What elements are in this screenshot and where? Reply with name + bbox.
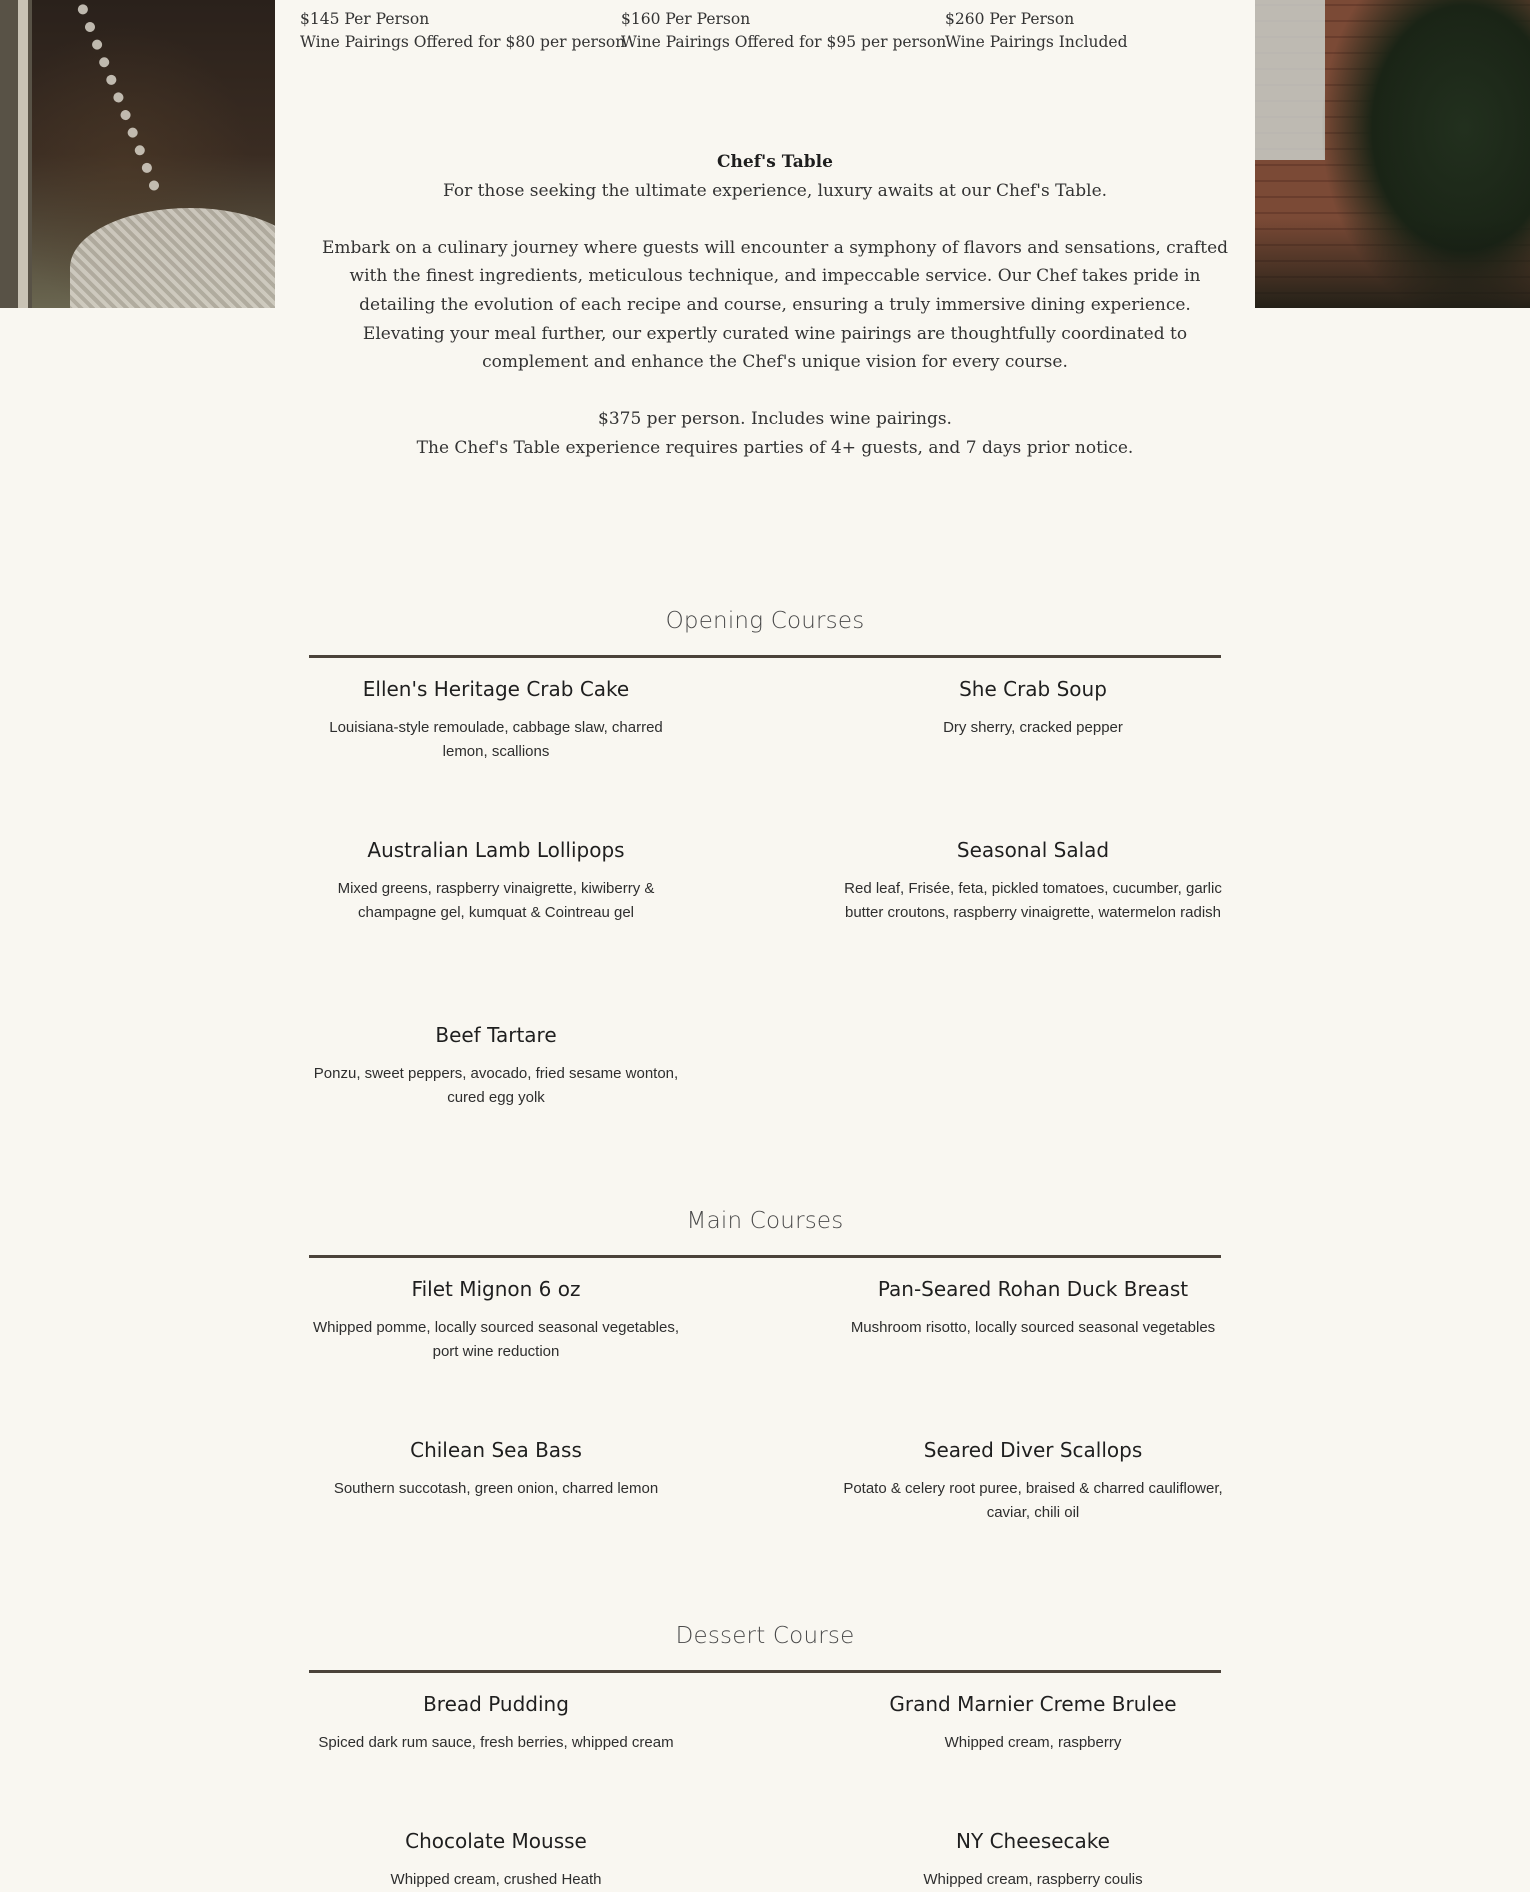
pricing-tier-2 (621, 8, 946, 54)
pricing-wine: Wine Pairings Offered for $80 per person (300, 33, 626, 51)
menu-item-name: Seasonal Salad (956, 838, 1110, 862)
menu-item-name: Pan-Seared Rohan Duck Breast (877, 1277, 1189, 1301)
section-divider (309, 655, 1221, 658)
menu-item-desc: Potato & celery root puree, braised & charred cauliflower, caviar, chili oil (843, 1480, 1223, 1521)
menu-item-desc: Dry sherry, cracked pepper (943, 719, 1123, 736)
swing-chain (76, 0, 197, 192)
menu-item (306, 677, 686, 764)
menu-item (843, 1829, 1223, 1892)
menu-item (306, 1829, 686, 1892)
menu-item (843, 1277, 1223, 1340)
chefs-table-notice: The Chef's Table experience requires parties of 4+ guests, and 7 days prior notice. (416, 437, 1134, 458)
menu-item (843, 838, 1223, 925)
main-courses-title: Main Courses (686, 1208, 844, 1234)
menu-item-name: Ellen's Heritage Crab Cake (362, 677, 630, 701)
brick-wall-photo (1255, 0, 1530, 308)
menu-item (843, 1692, 1223, 1755)
menu-item-desc: Southern succotash, green onion, charred lemon (333, 1480, 659, 1497)
menu-item-name: Chocolate Mousse (405, 1829, 587, 1853)
menu-item-desc: Whipped pomme, locally sourced seasonal vegetables, port wine reduction (312, 1319, 680, 1360)
chefs-table-price: $375 per person. Includes wine pairings. (598, 409, 952, 430)
opening-courses-title: Opening Courses (665, 608, 865, 634)
menu-item (306, 1023, 686, 1110)
menu-item-name: NY Cheesecake (956, 1829, 1110, 1853)
photo-window (1255, 0, 1325, 160)
wicker-chair (70, 208, 275, 308)
section-divider (309, 1670, 1221, 1673)
chefs-table-section (320, 148, 1230, 463)
menu-item-desc: Mixed greens, raspberry vinaigrette, kiwiberry & champagne gel, kumquat & Cointreau gel (337, 880, 655, 921)
chefs-table-tagline: For those seeking the ultimate experience, luxury awaits at our Chef's Table. (442, 180, 1108, 201)
menu-item-name: Chilean Sea Bass (410, 1438, 582, 1462)
pricing-wine: Wine Pairings Included (945, 33, 1128, 51)
pricing-tier-3 (945, 8, 1128, 54)
menu-item (843, 677, 1223, 740)
menu-item-desc: Spiced dark rum sauce, fresh berries, whipped cream (318, 1734, 674, 1751)
dessert-course-title: Dessert Course (675, 1623, 855, 1649)
pricing-wine: Wine Pairings Offered for $95 per person (621, 33, 947, 51)
menu-item-name: Filet Mignon 6 oz (411, 1277, 581, 1301)
pricing-price: $145 Per Person (300, 10, 430, 28)
menu-item-desc: Red leaf, Frisée, feta, pickled tomatoes, cucumber, garlic butter croutons, raspberry vinaigrette, watermelon radish (844, 880, 1222, 921)
chefs-table-title: Chef's Table (717, 152, 833, 172)
porch-swing-photo (0, 0, 275, 308)
menu-item-name: She Crab Soup (959, 677, 1107, 701)
photo-post-highlight (18, 0, 28, 308)
menu-item (843, 1438, 1223, 1525)
menu-item-name: Beef Tartare (435, 1023, 557, 1047)
pricing-price: $260 Per Person (945, 10, 1075, 28)
menu-item-name: Grand Marnier Creme Brulee (889, 1692, 1177, 1716)
menu-item-name: Bread Pudding (423, 1692, 569, 1716)
menu-item-desc: Ponzu, sweet peppers, avocado, fried sesame wonton, cured egg yolk (313, 1065, 679, 1106)
pricing-price: $160 Per Person (621, 10, 751, 28)
menu-item-desc: Whipped cream, raspberry coulis (923, 1871, 1143, 1888)
menu-item-name: Australian Lamb Lollipops (367, 838, 625, 862)
menu-item (306, 838, 686, 925)
pricing-tier-1 (300, 8, 625, 54)
menu-item-desc: Mushroom risotto, locally sourced seasonal vegetables (850, 1319, 1216, 1336)
menu-item (306, 1692, 686, 1755)
photo-shade (1255, 218, 1530, 308)
menu-item-desc: Whipped cream, raspberry (944, 1734, 1122, 1751)
menu-item-desc: Louisiana-style remoulade, cabbage slaw, charred lemon, scallions (329, 719, 663, 760)
menu-item-name: Seared Diver Scallops (923, 1438, 1143, 1462)
menu-item (306, 1277, 686, 1364)
chefs-table-description: Embark on a culinary journey where guests will encounter a symphony of flavors and sensations, crafted with the finest ingredients, meticulous technique, and impeccable service. Our Chef takes pride in detailing the evolution of each recipe and course, ensuring a truly immersive dining experience. Elevating your meal further, our expertly curated wine pairings are thoughtfully coordinated to complement and enhance the Chef's unique vision for every course. (321, 237, 1229, 373)
menu-item (306, 1438, 686, 1501)
menu-item-desc: Whipped cream, crushed Heath (390, 1871, 602, 1888)
section-divider (309, 1255, 1221, 1258)
